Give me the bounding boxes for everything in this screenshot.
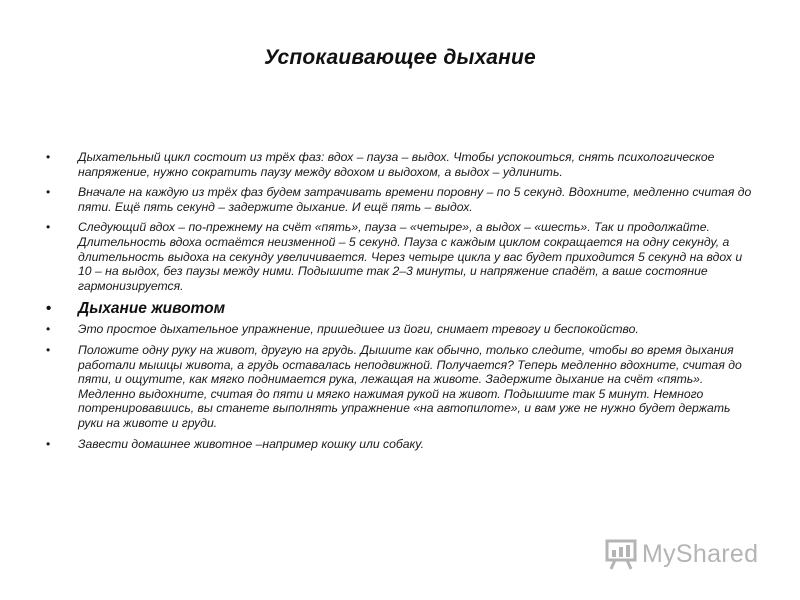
bullet-marker: • <box>46 185 51 200</box>
bullet-marker: • <box>46 342 51 357</box>
bullet-marker: • <box>46 220 51 235</box>
bullet-text: Это простое дыхательное упражнение, пришедшее из йоги, снимает тревогу и беспокойство. <box>78 322 639 337</box>
watermark-text: MyShared <box>642 539 759 568</box>
presentation-board-icon <box>604 537 638 571</box>
bullet-text: Дыхательный цикл состоит из трёх фаз: вдох – пауза – выдох. Чтобы успокоиться, снять психологическое напряжение, нужно сократить паузу между вдохом и выдохом, а выдох – удлинить. <box>78 150 715 179</box>
bullet-text: Положите одну руку на живот, другую на грудь. Дышите как обычно, только следите, чтобы во время дыхания работали мышцы живота, а грудь оставалась неподвижной. Получается? Теперь медленно вдохните, считая до пяти, и ощутите, как мягко поднимается рука, лежащая на животе. Задержите дыхание на счёт «пять». Медленно выдохните, считая до пяти и мягко нажимая рукой на живот. Подышите так 5 минут. Немного потренировавшись, вы станете выполнять упражнение «на автопилоте», и вам уже не нужно будет держать руки на животе и груди. <box>78 342 742 430</box>
bullet-item-yoga-exercise <box>46 322 758 337</box>
bullet-marker: • <box>46 150 51 164</box>
bullet-item-equal-phases <box>46 185 758 214</box>
bullet-item-pet <box>46 437 758 452</box>
bullet-marker: • <box>46 300 52 318</box>
section-heading-belly-breathing <box>46 299 758 318</box>
bullet-item-breathing-cycle <box>46 150 758 179</box>
bullet-marker: • <box>46 436 51 451</box>
bullet-marker: • <box>46 322 51 337</box>
myshared-watermark <box>604 534 758 574</box>
bullet-list <box>46 150 758 457</box>
bullet-item-hand-on-belly <box>46 343 758 431</box>
bullet-item-next-breath <box>46 220 758 293</box>
bullet-text: Следующий вдох – по-прежнему на счёт «пять», пауза – «четыре», а выдох – «шесть». Так и продолжайте. Длительность вдоха остаётся неизменной – 5 секунд. Пауза с каждым циклом сокращается на одну секунду, а длительность выдоха на секунду увеличивается. Через четыре цикла у вас будет приходится 5 секунд на вдох и 10 – на выдох, без паузы между ними. Подышите так 2–3 минуты, и напряжение спадёт, а ваше состояние гармонизируется. <box>78 220 743 293</box>
bullet-text: Вначале на каждую из трёх фаз будем затрачивать времени поровну – по 5 секунд. Вдохните, медленно считая до пяти. Ещё пять секунд – задержите дыхание. И ещё пять – выдох. <box>78 185 752 214</box>
bullet-text: Завести домашнее животное –например кошку или собаку. <box>78 436 424 451</box>
section-heading-text: Дыхание животом <box>78 300 226 318</box>
slide-title: Успокаивающее дыхание <box>264 46 536 69</box>
